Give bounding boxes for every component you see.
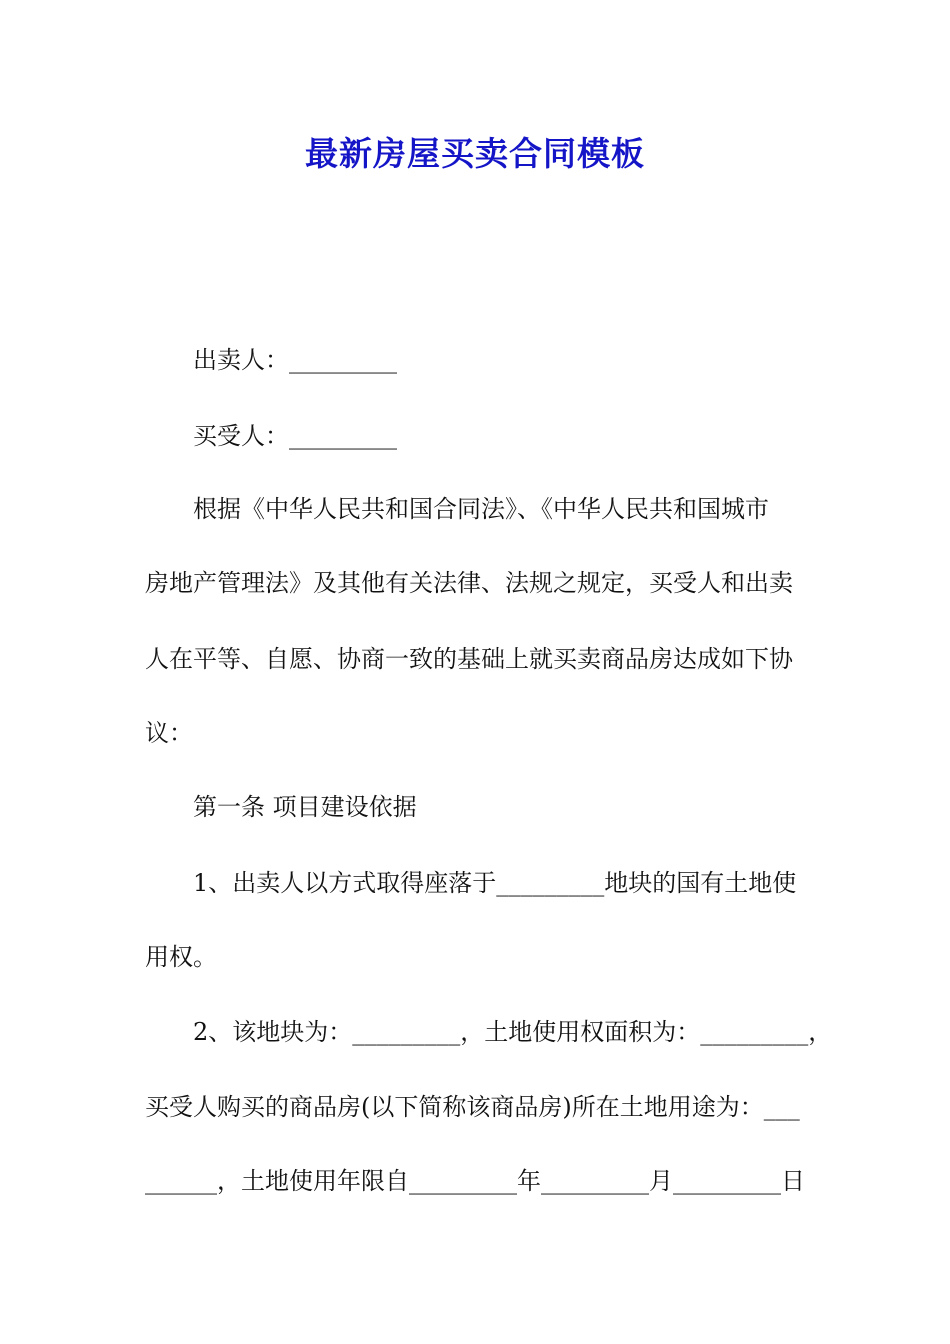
document-title: 最新房屋买卖合同模板 bbox=[305, 134, 645, 173]
seller-line: 出卖人：_________ bbox=[193, 346, 397, 374]
preamble-line-4: 议： bbox=[145, 719, 193, 747]
preamble-line-3: 人在平等、自愿、协商一致的基础上就买卖商品房达成如下协 bbox=[145, 645, 793, 673]
clause-1-line-1: 1、出卖人以方式取得座落于_________地块的国有土地使 bbox=[193, 869, 797, 897]
article-1-heading: 第一条 项目建设依据 bbox=[193, 793, 417, 821]
clause-2-line-3: ______，土地使用年限自_________年_________月_________日 bbox=[145, 1167, 805, 1195]
clause-2-line-1: 2、该地块为：_________，土地使用权面积为：_________， bbox=[193, 1018, 833, 1046]
clause-2-line-2: 买受人购买的商品房(以下简称该商品房)所在土地用途为：___ bbox=[145, 1093, 800, 1121]
preamble-line-1: 根据《中华人民共和国合同法》、《中华人民共和国城市 bbox=[193, 495, 769, 523]
clause-1-line-2: 用权。 bbox=[145, 943, 217, 971]
buyer-line: 买受人：_________ bbox=[193, 422, 397, 450]
preamble-line-2: 房地产管理法》及其他有关法律、法规之规定，买受人和出卖 bbox=[145, 569, 793, 597]
